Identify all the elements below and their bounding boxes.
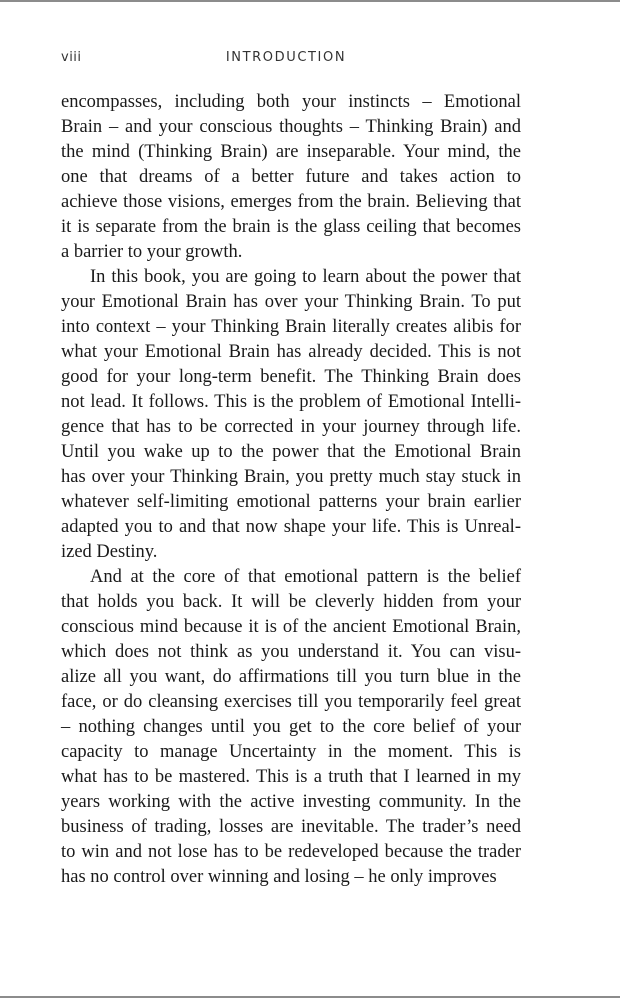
text-line: your Emotional Brain has over your Thinking Brain. To put: [61, 292, 521, 312]
text-line: encompasses, including both your instincts – Emotional: [61, 92, 521, 112]
text-line: years working with the active investing community. In the: [61, 792, 521, 812]
text-line: ized Destiny.: [61, 542, 158, 562]
text-line: face, or do cleansing exercises till you temporarily feel great: [61, 692, 521, 712]
text-line: alize all you want, do affirmations till you turn blue in the: [61, 667, 521, 687]
text-line: gence that has to be corrected in your journey through life.: [61, 417, 521, 437]
text-line: – nothing changes until you get to the core belief of your: [61, 717, 521, 737]
text-line: a barrier to your growth.: [61, 242, 243, 262]
text-line: it is separate from the brain is the glass ceiling that becomes: [61, 217, 521, 237]
page-header: [0, 50, 620, 70]
text-line: has over your Thinking Brain, you pretty much stay stuck in: [61, 467, 521, 487]
text-line: into context – your Thinking Brain literally creates alibis for: [61, 317, 521, 337]
paragraph: [61, 565, 521, 890]
running-head: INTRODUCTION: [225, 50, 347, 65]
text-line: to win and not lose has to be redeveloped because the trader: [61, 842, 521, 862]
text-line: what your Emotional Brain has already decided. This is not: [61, 342, 521, 362]
text-line: not lead. It follows. This is the problem of Emotional Intelli-: [61, 392, 521, 412]
paragraph: [61, 90, 521, 265]
text-line: In this book, you are going to learn about the power that: [90, 267, 521, 287]
text-line: what has to be mastered. This is a truth that I learned in my: [61, 767, 521, 787]
text-line: Until you wake up to the power that the Emotional Brain: [61, 442, 521, 462]
text-line: one that dreams of a better future and takes action to: [61, 167, 521, 187]
text-line: whatever self-limiting emotional patterns your brain earlier: [61, 492, 521, 512]
text-line: Brain – and your conscious thoughts – Thinking Brain) and: [61, 117, 521, 137]
text-line: And at the core of that emotional pattern is the belief: [90, 567, 521, 587]
text-line: capacity to manage Uncertainty in the moment. This is: [61, 742, 521, 762]
text-line: that holds you back. It will be cleverly hidden from your: [61, 592, 521, 612]
text-line: good for your long-term benefit. The Thinking Brain does: [61, 367, 521, 387]
text-line: achieve those visions, emerges from the brain. Believing that: [61, 192, 521, 212]
text-line: adapted you to and that now shape your life. This is Unreal-: [61, 517, 521, 537]
body-text: [61, 90, 521, 890]
text-line: has no control over winning and losing – he only improves: [61, 867, 497, 887]
page-number: viii: [61, 50, 82, 65]
paragraph: [61, 265, 521, 565]
text-line: which does not think as you understand it. You can visu-: [61, 642, 521, 662]
text-line: business of trading, losses are inevitable. The trader’s need: [61, 817, 521, 837]
text-line: conscious mind because it is of the ancient Emotional Brain,: [61, 617, 521, 637]
text-line: the mind (Thinking Brain) are inseparable. Your mind, the: [61, 142, 521, 162]
